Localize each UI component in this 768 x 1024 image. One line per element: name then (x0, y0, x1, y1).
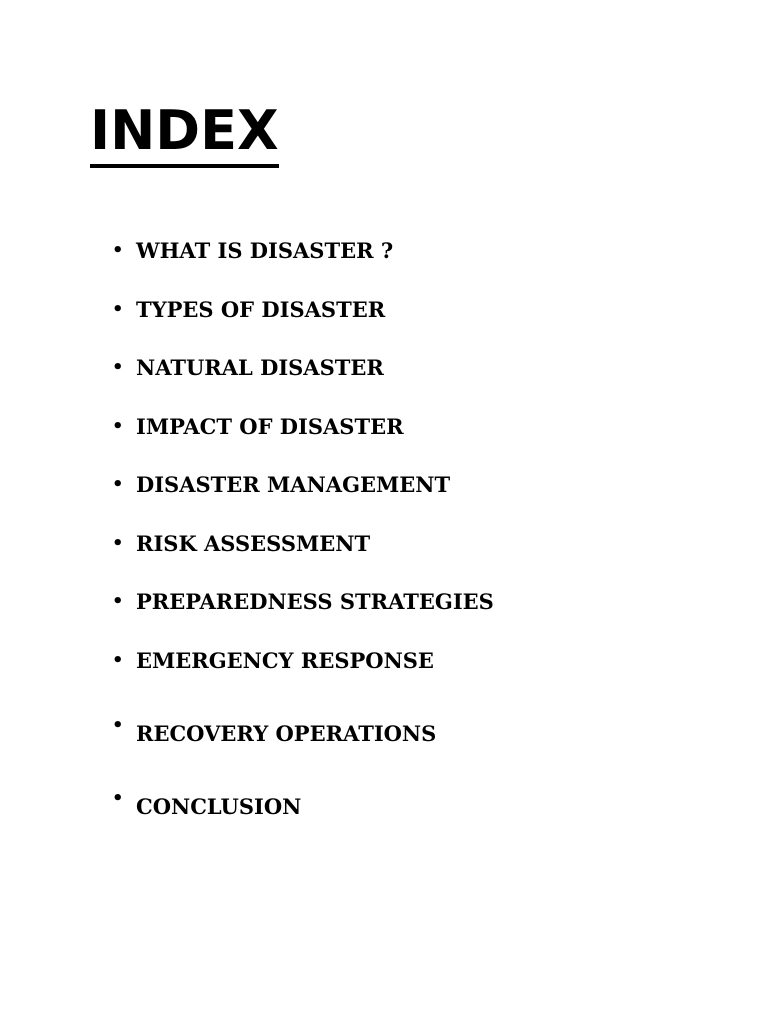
index-item-label: WHAT IS DISASTER ? (136, 238, 394, 263)
bullet-icon: • (112, 650, 124, 671)
bullet-icon: • (112, 240, 124, 261)
bullet-icon: • (112, 788, 124, 809)
index-item-label: DISASTER MANAGEMENT (136, 472, 451, 497)
index-item-label: PREPAREDNESS STRATEGIES (136, 589, 494, 614)
index-item-label: IMPACT OF DISASTER (136, 414, 404, 439)
bullet-icon: • (112, 474, 124, 495)
index-item-label: RECOVERY OPERATIONS (136, 721, 437, 746)
bullet-icon: • (112, 533, 124, 554)
index-item-label: CONCLUSION (136, 794, 302, 819)
bullet-icon: • (112, 715, 124, 736)
index-item-label: TYPES OF DISASTER (136, 297, 386, 322)
index-item-label: NATURAL DISASTER (136, 355, 384, 380)
index-item-label: EMERGENCY RESPONSE (136, 648, 434, 673)
bullet-icon: • (112, 299, 124, 320)
bullet-icon: • (112, 591, 124, 612)
index-item-label: RISK ASSESSMENT (136, 531, 371, 556)
bullet-icon: • (112, 416, 124, 437)
index-title: INDEX (90, 104, 279, 168)
bullet-icon: • (112, 357, 124, 378)
